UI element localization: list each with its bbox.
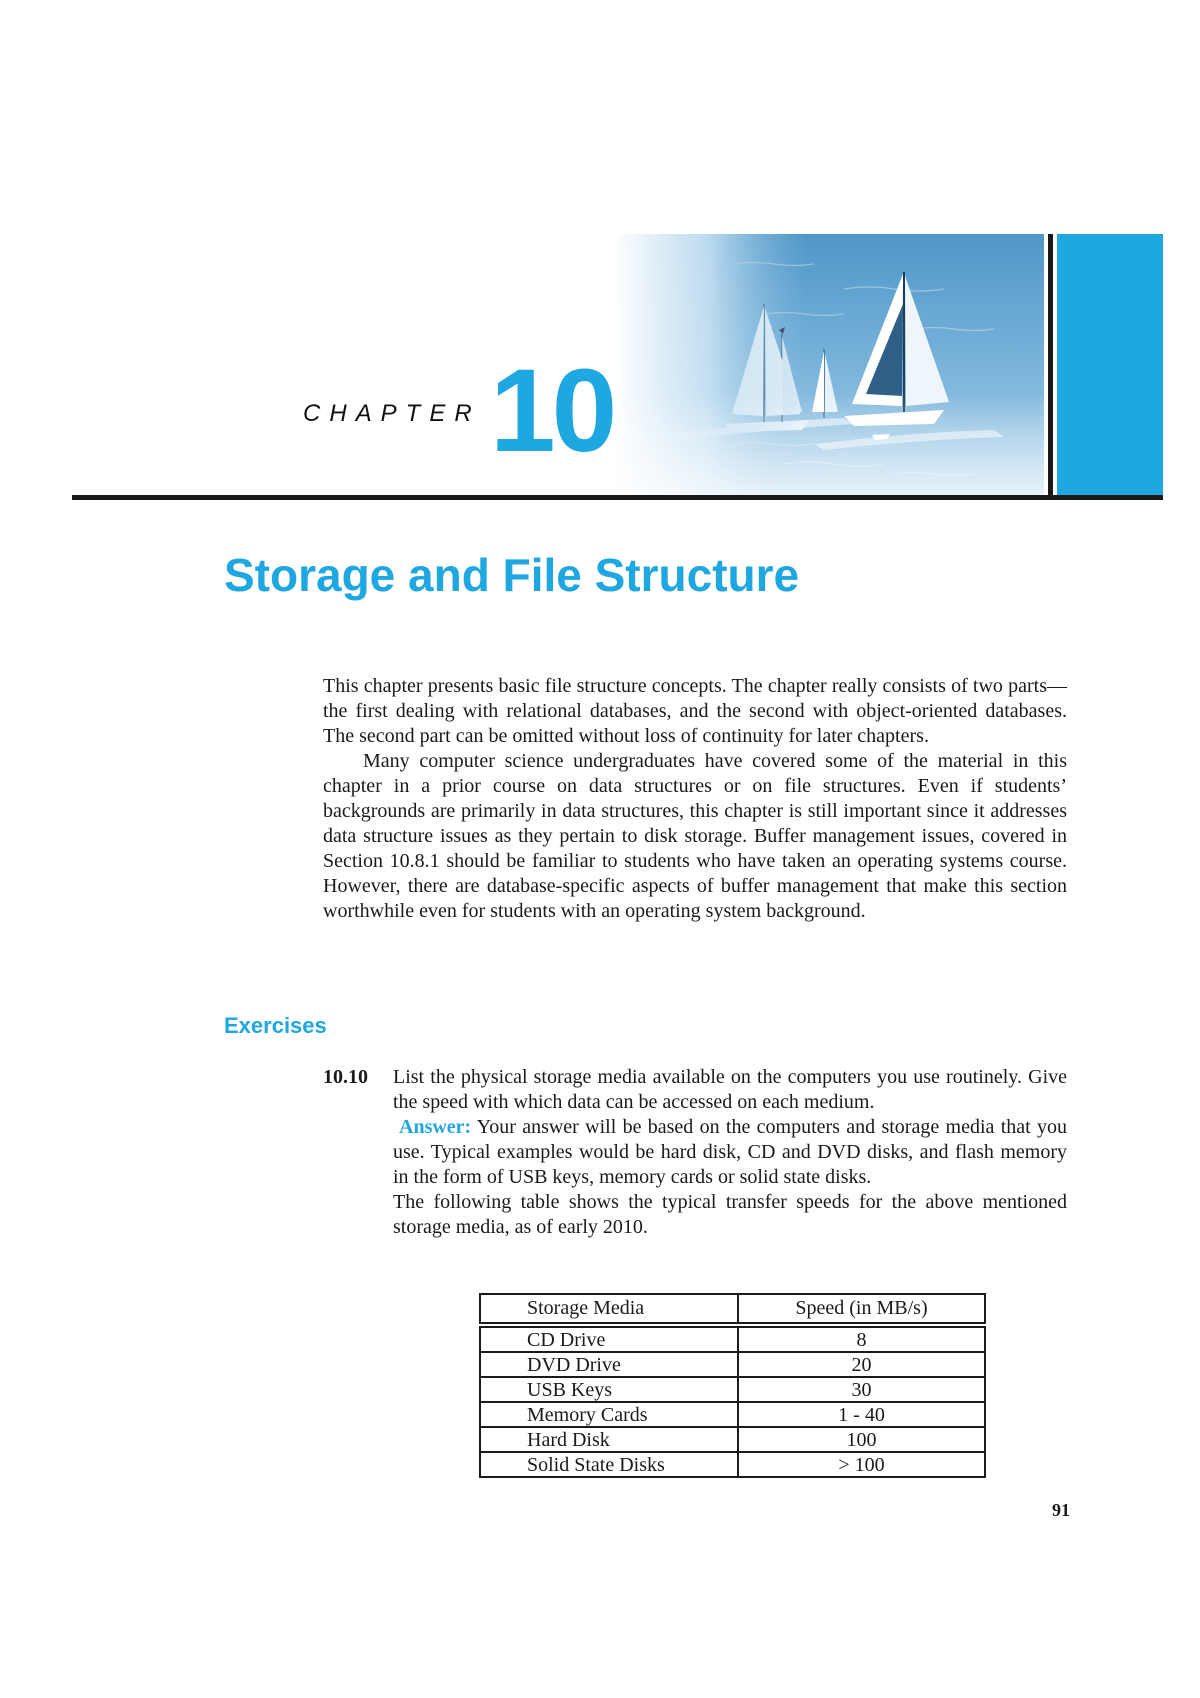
chapter-label: CHAPTER — [303, 400, 481, 427]
table-cell-media: Hard Disk — [480, 1427, 738, 1452]
table-row — [480, 1402, 985, 1427]
answer-label: Answer: — [399, 1116, 472, 1138]
page-number: 91 — [1052, 1500, 1070, 1520]
storage-speed-table — [479, 1293, 986, 1478]
intro-paragraph: Many computer science undergraduates have covered some of the material in this chapter in a prior course on data structures or on file structures. Even if students’ backgrounds are primarily in data structures, this chapter is still important since it addresses data structure issues as they pertain to disk storage. Buffer management issues, covered in Section 10.8.1 should be familiar to students who have taken an operating systems course. However, there are database-specific aspects of buffer management that make this section worthwhile even for students with an operating system background. — [323, 750, 1067, 922]
table-cell-media: CD Drive — [480, 1325, 738, 1352]
table-cell-media: DVD Drive — [480, 1352, 738, 1377]
table-row — [480, 1427, 985, 1452]
table-cell-media: USB Keys — [480, 1377, 738, 1402]
table-cell-media: Solid State Disks — [480, 1452, 738, 1477]
exercise-answer — [393, 1115, 1067, 1190]
table-row — [480, 1352, 985, 1377]
column-header-speed: Speed (in MB/s) — [738, 1294, 985, 1325]
table-row — [480, 1452, 985, 1477]
table-header-row — [480, 1294, 985, 1325]
table-cell-speed: > 100 — [738, 1452, 985, 1477]
table-row — [480, 1325, 985, 1352]
chapter-photo-sailboats — [614, 234, 1044, 498]
exercise-question: List the physical storage media available on the computers you use routinely. Give the speed with which data can be accessed on each medium. — [393, 1066, 1067, 1113]
table-cell-media: Memory Cards — [480, 1402, 738, 1427]
chapter-color-block — [1057, 234, 1163, 498]
chapter-intro — [323, 674, 1067, 924]
intro-paragraph: This chapter presents basic file structure concepts. The chapter really consists of two parts—the first dealing with relational databases, and the second with object-oriented databases. The second part can be omitted without loss of continuity for later chapters. — [323, 675, 1067, 747]
chapter-title: Storage and File Structure — [224, 549, 800, 601]
answer-text: Your answer will be based on the computers and storage media that you use. Typical examples would be hard disk, CD and DVD disks, and flash memory in the form of USB keys, memory cards or solid state disks. — [393, 1116, 1067, 1188]
table-cell-speed: 8 — [738, 1325, 985, 1352]
column-header-storage-media: Storage Media — [480, 1294, 738, 1325]
exercise-body — [393, 1065, 1067, 1240]
chapter-number: 10 — [490, 345, 614, 477]
table-cell-speed: 100 — [738, 1427, 985, 1452]
table-cell-speed: 30 — [738, 1377, 985, 1402]
header-divider — [1048, 234, 1053, 498]
table-row — [480, 1377, 985, 1402]
header-rule — [72, 495, 1163, 500]
table-cell-speed: 20 — [738, 1352, 985, 1377]
table-cell-speed: 1 - 40 — [738, 1402, 985, 1427]
exercise-item — [323, 1065, 1067, 1240]
exercise-number: 10.10 — [323, 1066, 368, 1088]
section-heading-exercises: Exercises — [224, 1013, 327, 1038]
exercise-followup: The following table shows the typical transfer speeds for the above mentioned storage media, as of early 2010. — [393, 1191, 1067, 1238]
